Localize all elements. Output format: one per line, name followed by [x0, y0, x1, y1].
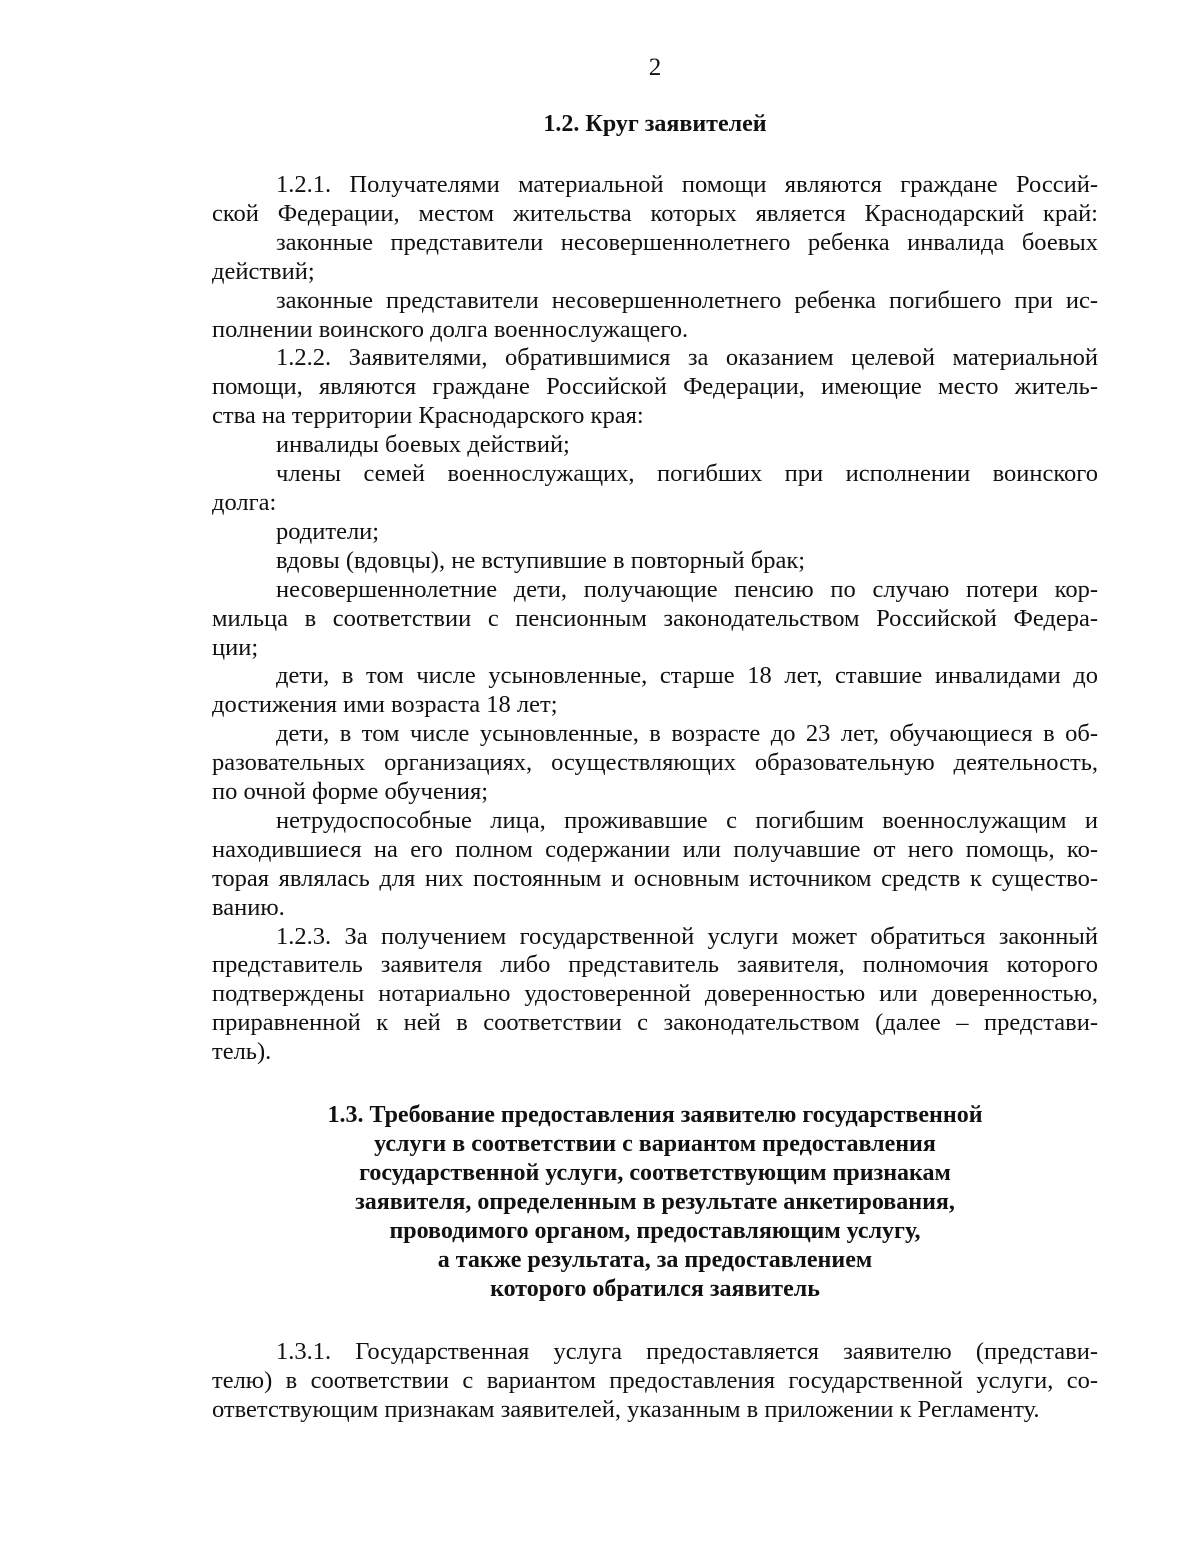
paragraph-legal-reps-deceased — [212, 287, 1098, 345]
text-line: несовершеннолетние дети, получающие пенсию по случаю потери кор- — [276, 575, 1098, 603]
section-body-1-3 — [212, 1338, 1098, 1425]
text-line: полнении воинского долга военнослужащего. — [212, 315, 689, 343]
paragraph-family-members — [212, 460, 1098, 518]
paragraph-1-2-2 — [212, 344, 1098, 431]
text-line: дети, в том числе усыновленные, в возрасте до 23 лет, обучающиеся в об- — [276, 720, 1098, 748]
paragraph-combat-invalids — [212, 431, 1098, 460]
paragraph-widows — [212, 547, 1098, 576]
paragraph-1-2-3 — [212, 923, 1098, 1068]
heading-line: проводимого органом, предоставляющим услугу, — [389, 1218, 921, 1245]
text-line: 1.2.2. Заявителями, обратившимися за оказанием целевой материальной — [276, 344, 1098, 372]
text-line: приравненной к ней в соответствии с законодательством (далее – представи- — [212, 1009, 1098, 1037]
heading-line: которого обратился заявитель — [490, 1276, 820, 1303]
section-body-1-2 — [212, 171, 1098, 1067]
page-number: 2 — [648, 54, 662, 81]
section-heading-1-2: 1.2. Круг заявителей — [543, 111, 767, 137]
text-line: подтверждены нотариально удостоверенной доверенностью или доверенностью, — [212, 980, 1098, 1008]
paragraph-minor-children — [212, 576, 1098, 663]
heading-line: 1.3. Требование предоставления заявителю государственной — [327, 1102, 983, 1129]
text-line: мильца в соответствии с пенсионным законодательством Российской Федера- — [212, 604, 1098, 632]
text-line: тель). — [212, 1038, 272, 1066]
heading-line: государственной услуги, соответствующим признакам — [359, 1160, 951, 1187]
paragraph-legal-reps-disabled — [212, 229, 1098, 287]
paragraph-1-2-1 — [212, 171, 1098, 229]
text-line: ства на территории Краснодарского края: — [212, 402, 644, 430]
paragraph-adult-disabled-children — [212, 662, 1098, 720]
text-line: вдовы (вдовцы), не вступившие в повторный брак; — [276, 546, 806, 574]
text-line: помощи, являются граждане Российской Федерации, имеющие место житель- — [212, 373, 1098, 401]
text-line: долга: — [212, 488, 277, 516]
heading-line: а также результата, за предоставлением — [437, 1247, 873, 1274]
text-line: телю) в соответствии с вариантом предоставления государственной услуги, со- — [212, 1367, 1098, 1394]
text-line: находившиеся на его полном содержании или получавшие от него помощь, ко- — [212, 835, 1098, 863]
section-heading-1-3 — [265, 1101, 1045, 1304]
heading-line: услуги в соответствии с вариантом предоставления — [374, 1131, 936, 1158]
text-line: 1.2.1. Получателями материальной помощи являются граждане Россий- — [276, 171, 1098, 198]
text-line: ции; — [212, 633, 259, 661]
text-line: родители; — [276, 517, 380, 545]
text-line: дети, в том числе усыновленные, старше 18 лет, ставшие инвалидами до — [276, 662, 1098, 690]
text-line: по очной форме обучения; — [212, 778, 489, 806]
text-line: представитель заявителя либо представитель заявителя, полномочия которого — [212, 951, 1098, 979]
text-line: ванию. — [212, 893, 285, 921]
text-line: законные представители несовершеннолетнего ребенка инвалида боевых — [276, 228, 1098, 256]
text-line: действий; — [212, 257, 315, 285]
text-line: 1.2.3. За получением государственной услуги может обратиться законный — [276, 922, 1098, 950]
text-line: достижения ими возраста 18 лет; — [212, 691, 558, 719]
text-line: разовательных организациях, осуществляющих образовательную деятельность, — [212, 749, 1098, 777]
paragraph-parents — [212, 518, 1098, 547]
paragraph-1-3-1 — [212, 1338, 1098, 1425]
text-line: члены семей военнослужащих, погибших при исполнении воинского — [276, 460, 1098, 488]
paragraph-dependents — [212, 807, 1098, 923]
text-line: 1.3.1. Государственная услуга предоставляется заявителю (представи- — [276, 1338, 1098, 1366]
text-line: нетрудоспособные лица, проживавшие с погибшим военнослужащим и — [276, 806, 1098, 834]
text-line: инвалиды боевых действий; — [276, 431, 570, 459]
document-page — [212, 52, 1098, 1425]
text-line: ской Федерации, местом жительства которых является Краснодарский край: — [212, 199, 1098, 227]
text-line: ответствующим признакам заявителей, указанным в приложении к Регламенту. — [212, 1395, 1040, 1423]
text-line: торая являлась для них постоянным и основным источником средств к существо- — [212, 864, 1098, 892]
paragraph-student-children — [212, 720, 1098, 807]
heading-line: заявителя, определенным в результате анкетирования, — [355, 1189, 955, 1216]
text-line: законные представители несовершеннолетнего ребенка погибшего при ис- — [276, 286, 1098, 314]
